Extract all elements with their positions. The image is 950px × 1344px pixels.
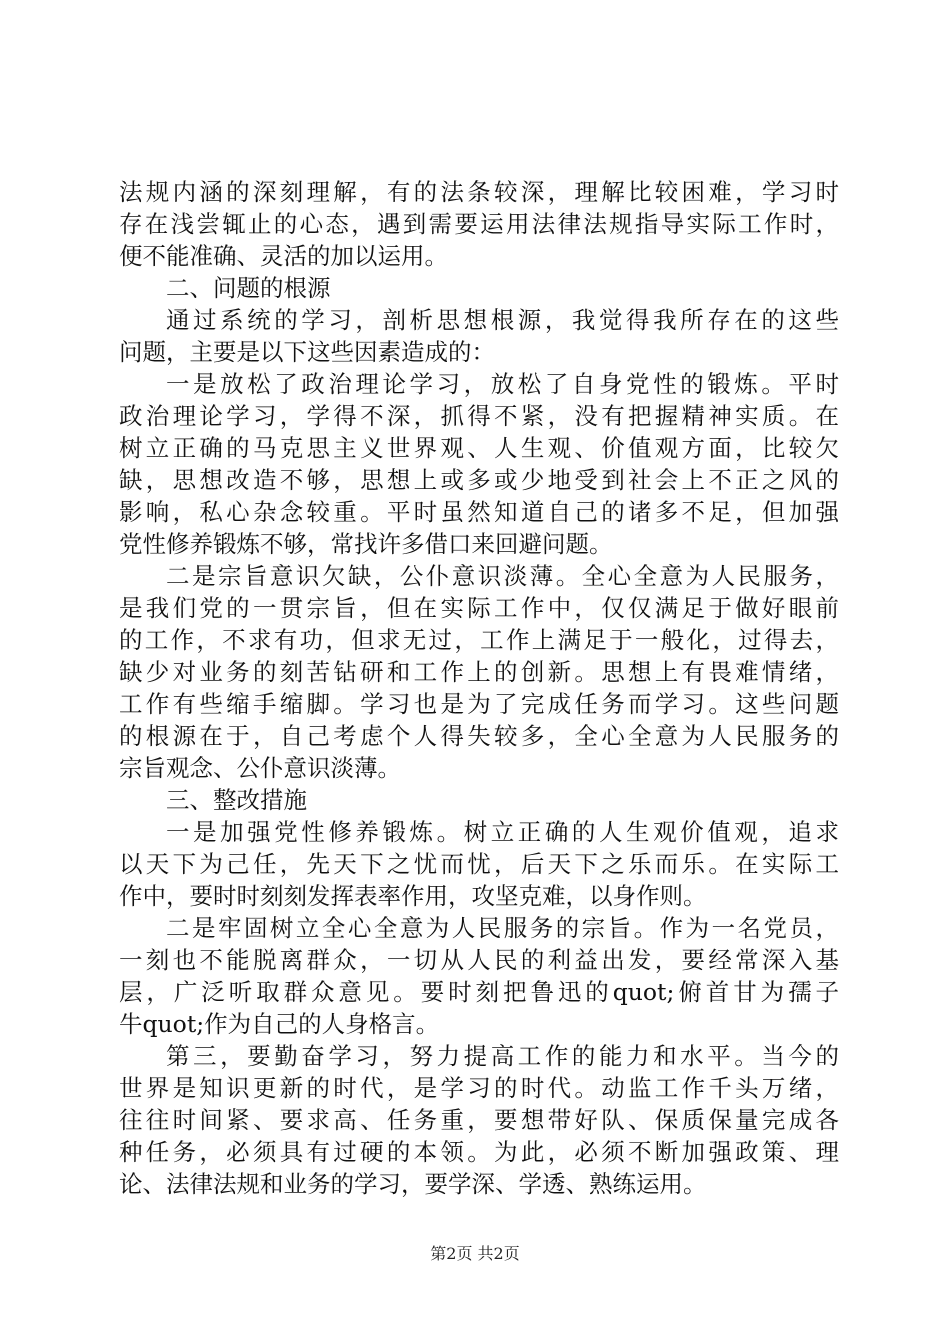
text-line: 法规内涵的深刻理解，有的法条较深，理解比较困难，学习时 [119,178,839,206]
text-line: 以天下为己任，先天下之忧而忧，后天下之乐而乐。在实际工 [119,850,839,878]
page-number: 第2页 共2页 [430,1244,520,1263]
text-line: 二是牢固树立全心全意为人民服务的宗旨。作为一名党员， [166,914,839,942]
text-line: 一是加强党性修养锻炼。树立正确的人生观价值观，追求 [166,818,839,846]
text-line: 影响，私心杂念较重。平时虽然知道自己的诸多不足，但加强 [119,498,839,526]
text-line: 论、法律法规和业务的学习，要学深、学透、熟练运用。 [119,1170,707,1198]
text-line: 一是放松了政治理论学习，放松了自身党性的锻炼。平时 [166,370,839,398]
text-line: 工作有些缩手缩脚。学习也是为了完成任务而学习。这些问题 [119,690,839,718]
text-line: 宗旨观念、公仆意识淡薄。 [119,754,401,782]
section-heading: 三、整改措施 [166,786,307,814]
text-line: 层，广泛听取群众意见。要时刻把鲁迅的quot;俯首甘为孺子 [119,978,839,1006]
text-line: 第三，要勤奋学习，努力提高工作的能力和水平。当今的 [166,1042,839,1070]
document-body [119,176,839,1200]
section-heading: 二、问题的根源 [166,274,331,302]
text-line: 的工作，不求有功，但求无过，工作上满足于一般化，过得去， [119,626,839,654]
text-line: 二是宗旨意识欠缺，公仆意识淡薄。全心全意为人民服务， [166,562,839,590]
text-line: 树立正确的马克思主义世界观、人生观、价值观方面，比较欠 [119,434,839,462]
text-line: 种任务，必须具有过硬的本领。为此，必须不断加强政策、理 [119,1138,839,1166]
text-line: 通过系统的学习，剖析思想根源，我觉得我所存在的这些 [166,306,839,334]
text-line: 问题，主要是以下这些因素造成的： [119,338,495,366]
text-line: 的根源在于，自己考虑个人得失较多，全心全意为人民服务的 [119,722,839,750]
text-line: 便不能准确、灵活的加以运用。 [119,242,448,270]
text-line: 一刻也不能脱离群众，一切从人民的利益出发，要经常深入基 [119,946,839,974]
text-line: 作中，要时时刻刻发挥表率作用，攻坚克难，以身作则。 [119,882,707,910]
text-line: 存在浅尝辄止的心态，遇到需要运用法律法规指导实际工作时， [119,210,839,238]
text-line: 政治理论学习，学得不深，抓得不紧，没有把握精神实质。在 [119,402,839,430]
text-line: 世界是知识更新的时代，是学习的时代。动监工作千头万绪， [119,1074,839,1102]
text-line: 党性修养锻炼不够，常找许多借口来回避问题。 [119,530,613,558]
text-line: 缺，思想改造不够，思想上或多或少地受到社会上不正之风的 [119,466,839,494]
text-line: 是我们党的一贯宗旨，但在实际工作中，仅仅满足于做好眼前 [119,594,839,622]
text-line: 缺少对业务的刻苦钻研和工作上的创新。思想上有畏难情绪， [119,658,839,686]
text-line: 牛quot;作为自己的人身格言。 [119,1010,440,1038]
text-line: 往往时间紧、要求高、任务重，要想带好队、保质保量完成各 [119,1106,839,1134]
